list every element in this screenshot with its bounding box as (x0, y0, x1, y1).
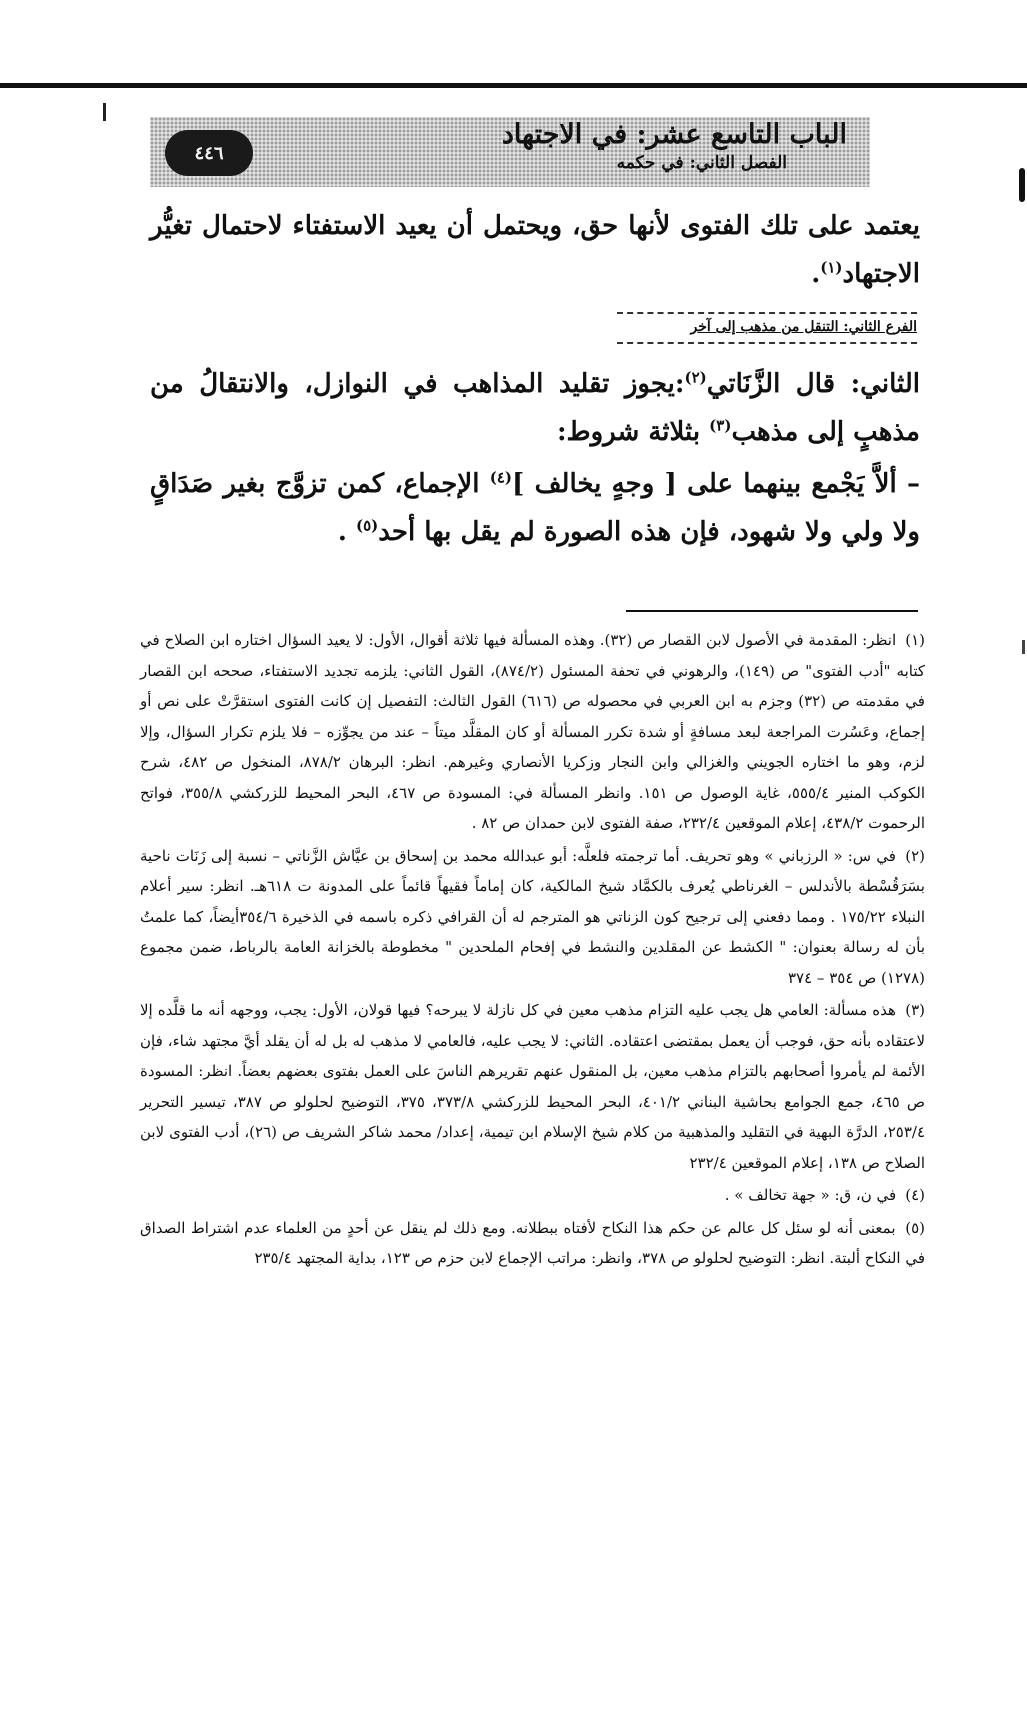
footnote-ref: (٢) (684, 368, 707, 387)
footnote-ref: (٤) (489, 468, 512, 487)
chapter-title: الباب التاسع عشر: في الاجتهاد (501, 119, 847, 150)
footnote: (٢) في س: « الرزباني » وهو تحريف. أما ترجمته فلعلَّه: أبو عبدالله محمد بن إسحاق بن عيَّاش الزَّناتي – نسبة إلى زَنَات ناحية بسَرَقُسْطة بالأندلس – الغرناطي يُعرف بالكمَّاد شيخ المالكية، كان إماماً فقيهاً قائماً على المدونة ت ٦١٨هـ. انظر: سير أعلام النبلاء ١٧٥/٢٢ . ومما دفعني إلى ترجيح كون الزناتي هو المترجم له أن القرافي ذكره باسمه في الذخيرة ٣٥٤/٦أيضاً، كما علمتُ بأن له رسالة بعنوان: " الكشط عن المقلدين والنشط في إفحام الملحدين " مخطوطة بالخزانة العامة بالرباط، ضمن مجموع (١٢٧٨) ص ٣٥٤ – ٣٧٤ (140, 846, 926, 987)
section-title: الفصل الثاني: في حكمه (616, 153, 787, 173)
body-paragraph: الثاني: قال الزَّنَاتي$^{(٢)}$:يجوز تقليد المذاهب في النوازل، والانتقالُ من مذهبٍ إلى مذهب$^{(٣)}$ بثلاثة شروط: (150, 368, 920, 447)
footnote: (١) انظر: المقدمة في الأصول لابن القصار ص (٣٢). وهذه المسألة فيها ثلاثة أقوال، الأول: لا يعيد السؤال اختاره ابن الصلاح في كتابه "أدب الفتوى" ص (١٤٩)، والرهوني في تحفة المسئول (٨٧٤/٢)، القول الثاني: يلزمه تجديد الاستفتاء، صححه ابن القصار في مقدمته ص (٣٢) وجزم به ابن العربي في محصوله ص (٦١٦) القول الثالث: التفصيل إن كانت الفتوى استقرَّتْ على نص أو إجماع، وعَسُرت المراجعة لبعد مسافةٍ أو شدة تكرر المسألة أو كان المقلَّد ميتاً – عند من يجوِّزه – فلا يلزم تكرار السؤال، وإلا لزم، وهو ما اختاره الجويني والغزالي وابن النجار وزكريا الأنصاري وغيرهم. انظر: البرهان ٨٧٨/٢، المنخول ص ٤٨٢، شرح الكوكب المنير ٥٥٥/٤، غاية الوصول ص ١٥١. وانظر المسألة في: المسودة ص ٤٦٧، البحر المحيط للزركشي ٣٥٥/٨، فواتح الرحموت ٤٣٨/٢، إعلام الموقعين ٢٣٢/٤، صفة الفتوى لابن حمدان ص ٨٢ . (140, 631, 926, 832)
top-rule (0, 83, 1027, 88)
divider (617, 342, 917, 344)
subheading: الفرع الثاني: التنقل من مذهب إلى آخر (690, 319, 917, 335)
page-number-badge: ٤٤٦ (165, 130, 253, 176)
footnote-ref: (٣) (709, 416, 732, 435)
footnote-ref: (١) (820, 258, 843, 277)
body-paragraph: يعتمد على تلك الفتوى لأنها حق، ويحتمل أن يعيد الاستفتاء لاحتمال تغيُّر الاجتهاد$^{(١)}$. (150, 211, 920, 289)
footnote: (٤) في ن، ق: « جهة تخالف » . (724, 1186, 925, 1204)
footnote-ref: (٥) (355, 516, 379, 535)
footnote-separator (626, 610, 918, 612)
divider (617, 312, 917, 314)
body-paragraph: – ألاَّ يَجْمع بينهما على [ وجهٍ يخالف ]$^{(٤)}$ الإجماع، كمن تزوَّج بغير صَدَاقٍ ولا ولي ولا شهود، فإن هذه الصورة لم يقل بها أحد$^{(٥)}$ . (150, 468, 920, 547)
scan-mark (1019, 168, 1025, 202)
scan-mark (103, 103, 106, 121)
subheading-box (617, 310, 917, 346)
scan-mark (1022, 640, 1025, 654)
footnote: (٥) بمعنى أنه لو سئل كل عالم عن حكم هذا النكاح لأفتاه ببطلانه. ومع ذلك لم ينقل عن أحدٍ من العلماء عدم اشتراط الصداق في النكاح ألبتة. انظر: التوضيح لحلولو ص ٣٧٨، وانظر: مراتب الإجماع لابن حزم ص ١٢٣، بداية المجتهد ٢٣٥/٤ (140, 1218, 925, 1267)
footnotes (140, 625, 925, 1276)
footnote: (٣) هذه مسألة: العامي هل يجب عليه التزام مذهب معين في كل نازلة لا يبرحه؟ فيها قولان، الأول: يجب، ووجهه أنه ما قلَّده إلا لاعتقاده بأنه حق، فوجب أن يعمل بمقتضى اعتقاده. الثاني: لا يجب عليه، فالعامي لا مذهب له بل له أن يقلد أيَّ مجتهد شاء، فإن الأئمة لم يأمروا أصحابهم بالتزام مذهب معين، بل المنقول عنهم تقريرهم الناسَ على العمل بفتوى بعضهم بعضاً. انظر: المسودة ص ٤٦٥، جمع الجوامع بحاشية البناني ٤٠١/٢، البحر المحيط للزركشي ٣٧٣/٨، ٣٧٥، التوضيح لحلولو ص ٣٨٧، تيسير التحرير ٢٥٣/٤، الدرَّة البهية في التقليد والمذهبية من كلام شيخ الإسلام ابن تيمية، إعداد/ محمد شاكر الشريف ص (٢٦)، أدب الفتوى لابن الصلاح ص ١٣٨، إعلام الموقعين ٢٣٢/٤ (140, 1001, 926, 1172)
